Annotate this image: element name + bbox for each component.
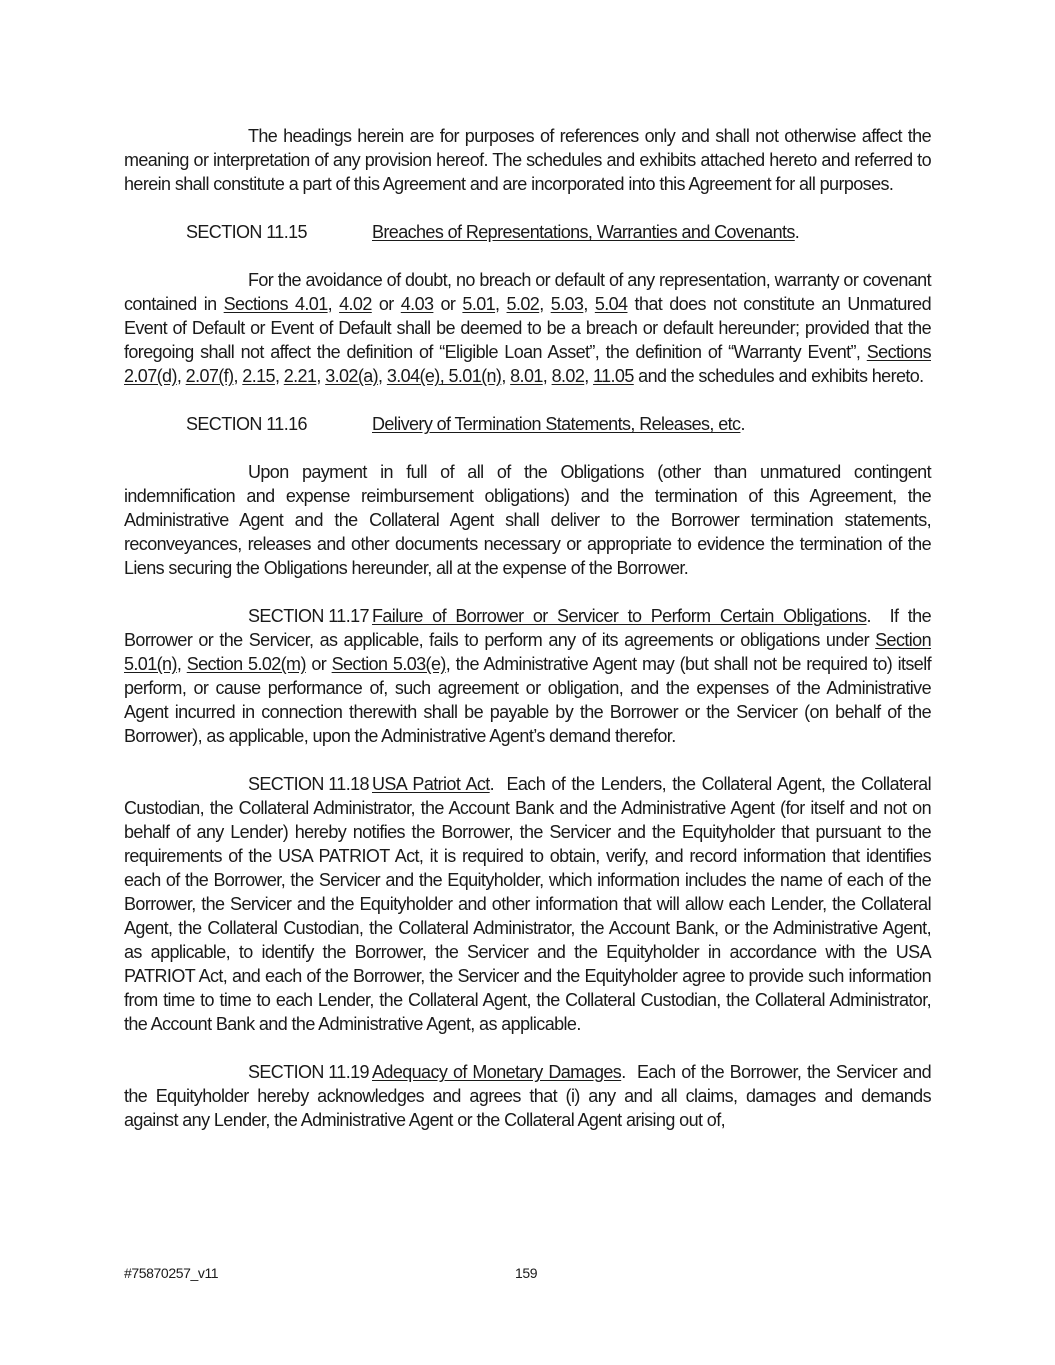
section-title: Failure of Borrower or Servicer to Perform Certain Obligations [372,606,867,626]
section-11-15-heading: SECTION 11.15 Breaches of Representations, Warranties and Covenants. [186,222,800,242]
section-reference: 4.03 [400,294,434,314]
body-text: or [371,294,401,314]
section-body: Each of the Borrower, the Servicer and the Equityholder hereby acknowledges and agrees that (i) any and all claims, damages and demands against any Lender, the Administrative Agent or the Collateral Agent arising out of, [124,1062,931,1130]
body-text: , [316,366,326,386]
section-reference: 4.02 [339,294,372,314]
section-reference: 5.02 [506,294,540,314]
body-text: , the Administrative Agent may (but shall not be required to) itself perform, or cause performance of, such agreement or obligation, and the expenses of the Administrative Agent incurred in connection therewith shall be payable by the Borrower or the Servicer (on behalf of the Borrower), as applicable, upon the Administrative Agent’s demand therefor. [124,654,932,746]
section-reference: 2.21 [283,366,317,386]
body-text: , [539,294,551,314]
section-number: SECTION 11.17 [248,606,369,626]
section-reference: 11.05 [593,366,634,386]
section-11-19: SECTION 11.19 Adequacy of Monetary Damages. Each of the Borrower, the Servicer and the Equityholder hereby acknowledges and agrees that (i) any and all claims, damages and demands against any Lender, the Administrative Agent or the Collateral Agent arising out of, [124,1062,931,1130]
section-reference: 5.04 [594,294,628,314]
document-page [124,124,931,1132]
section-reference: Sections 4.01 [223,294,328,314]
body-text: For the avoidance of doubt, no breach or default of any representation, warranty or covenant contained in [124,270,931,314]
section-reference: 5.03 [550,294,584,314]
body-text: or [433,294,463,314]
section-11-17: SECTION 11.17 Failure of Borrower or Servicer to Perform Certain Obligations. If the Borrower or the Servicer, as applicable, fails to perform any of its agreements or obligations under Section 5.01(n), Section 5.02(m) or Section 5.03(e), the Administrative Agent may (but shall not be required to) itself perform, or cause performance of, such agreement or obligation, and the expenses of the Administrative Agent incurred in connection therewith shall be payable by the Borrower or the Servicer (on behalf of the Borrower), as applicable, upon the Administrative Agent’s demand therefor. [124,606,932,746]
body-text: , [542,366,552,386]
body-text: that does not constitute an Unmatured Event of Default or Event of Default shall be deemed to be a breach or default hereunder; provided that the foregoing shall not affect the definition of “Eligible Loan Asset”, the definition of “Warranty Event”, [124,294,931,362]
body-text: , [584,366,594,386]
section-reference: 8.01 [510,366,543,386]
section-number: SECTION 11.18 [248,774,369,794]
section-reference: 5.01 [462,294,496,314]
section-reference: 8.02 [551,366,585,386]
section-reference: Sections 2.07(d) [124,342,931,386]
body-text: , [583,294,595,314]
section-title: Delivery of Termination Statements, Releases, etc [372,414,741,434]
section-reference: 2.15 [242,366,275,386]
body-text: , [327,294,340,314]
section-reference: Section 5.02(m) [186,654,306,674]
section-body: Each of the Lenders, the Collateral Agent, the Collateral Custodian, the Collateral Administrator, the Account Bank and the Administrative Agent (for itself and not on behalf of any Lender) hereby notifies the Borrower, the Servicer and the Equityholder that pursuant to the requirements of the USA PATRIOT Act, it is required to obtain, verify, and record information that identifies each of the Borrower, the Servicer and the Equityholder, which information includes the name of each of the Borrower, the Servicer and the Equityholder and other information that will allow each Lender, the Collateral Agent, the Collateral Custodian, the Collateral Administrator, the Account Bank, or the Administrative Agent, as applicable, to identify the Borrower, the Servicer and the Equityholder in accordance with the USA PATRIOT Act, and each of the Borrower, the Servicer and the Equityholder agree to provide such information from time to time to each Lender, the Collateral Agent, the Collateral Custodian, the Collateral Administrator, the Account Bank and the Administrative Agent, as applicable. [124,774,931,1034]
section-11-15-body [124,268,931,388]
body-text: , [233,366,243,386]
section-title: Breaches of Representations, Warranties and Covenants [372,222,795,242]
body-text: , [176,366,186,386]
section-reference: Section 5.01(n) [124,630,931,674]
body-text: and the schedules and exhibits hereto. [633,366,924,386]
section-reference: 2.07(f) [185,366,234,386]
section-reference: Section 5.03(e) [331,654,446,674]
body-text: If the Borrower or the Servicer, as applicable, fails to perform any of its agreements or obligations under [124,606,931,650]
section-reference: 3.02(a) [325,366,379,386]
body-text: , [378,366,387,386]
intro-paragraph: The headings herein are for purposes of references only and shall not otherwise affect the meaning or interpretation of any provision hereof. The schedules and exhibits attached hereto and referred to herein shall constitute a part of this Agreement and are incorporated into this Agreement for all purposes. [124,126,931,194]
body-text: or [305,654,332,674]
section-11-16-heading: SECTION 11.16 Delivery of Termination Statements, Releases, etc. [186,414,745,434]
footer-document-id: #75870257_v11 [124,1265,219,1281]
section-title: USA Patriot Act [372,774,490,794]
body-text: , [176,654,187,674]
body-text: , [501,366,511,386]
footer-page-number: 159 [515,1265,538,1281]
section-11-16-body: Upon payment in full of all of the Obligations (other than unmatured contingent indemnification and expense reimbursement obligations) and the termination of this Agreement, the Administrative Agent and the Collateral Agent shall deliver to the Borrower termination statements, reconveyances, releases and other documents necessary or appropriate to evidence the termination of the Liens securing the Obligations hereunder, all at the expense of the Borrower. [124,462,931,578]
body-text: , [495,294,507,314]
section-number: SECTION 11.16 [186,414,307,434]
section-number: SECTION 11.19 [248,1062,369,1082]
section-reference: 3.04(e), 5.01(n) [386,366,502,386]
section-11-18: SECTION 11.18 USA Patriot Act. Each of the Lenders, the Collateral Agent, the Collateral Custodian, the Collateral Administrator, the Account Bank and the Administrative Agent (for itself and not on behalf of any Lender) hereby notifies the Borrower, the Servicer and the Equityholder that pursuant to the requirements of the USA PATRIOT Act, it is required to obtain, verify, and record information that identifies each of the Borrower, the Servicer and the Equityholder, which information includes the name of each of the Borrower, the Servicer and the Equityholder and other information that will allow each Lender, the Collateral Agent, the Collateral Custodian, the Collateral Administrator, the Account Bank, or the Administrative Agent, as applicable, to identify the Borrower, the Servicer and the Equityholder in accordance with the USA PATRIOT Act, and each of the Borrower, the Servicer and the Equityholder agree to provide such information from time to time to each Lender, the Collateral Agent, the Collateral Custodian, the Collateral Administrator, the Account Bank and the Administrative Agent, as applicable. [124,774,931,1034]
section-number: SECTION 11.15 [186,222,307,242]
section-title: Adequacy of Monetary Damages [372,1062,622,1082]
body-text: , [274,366,284,386]
